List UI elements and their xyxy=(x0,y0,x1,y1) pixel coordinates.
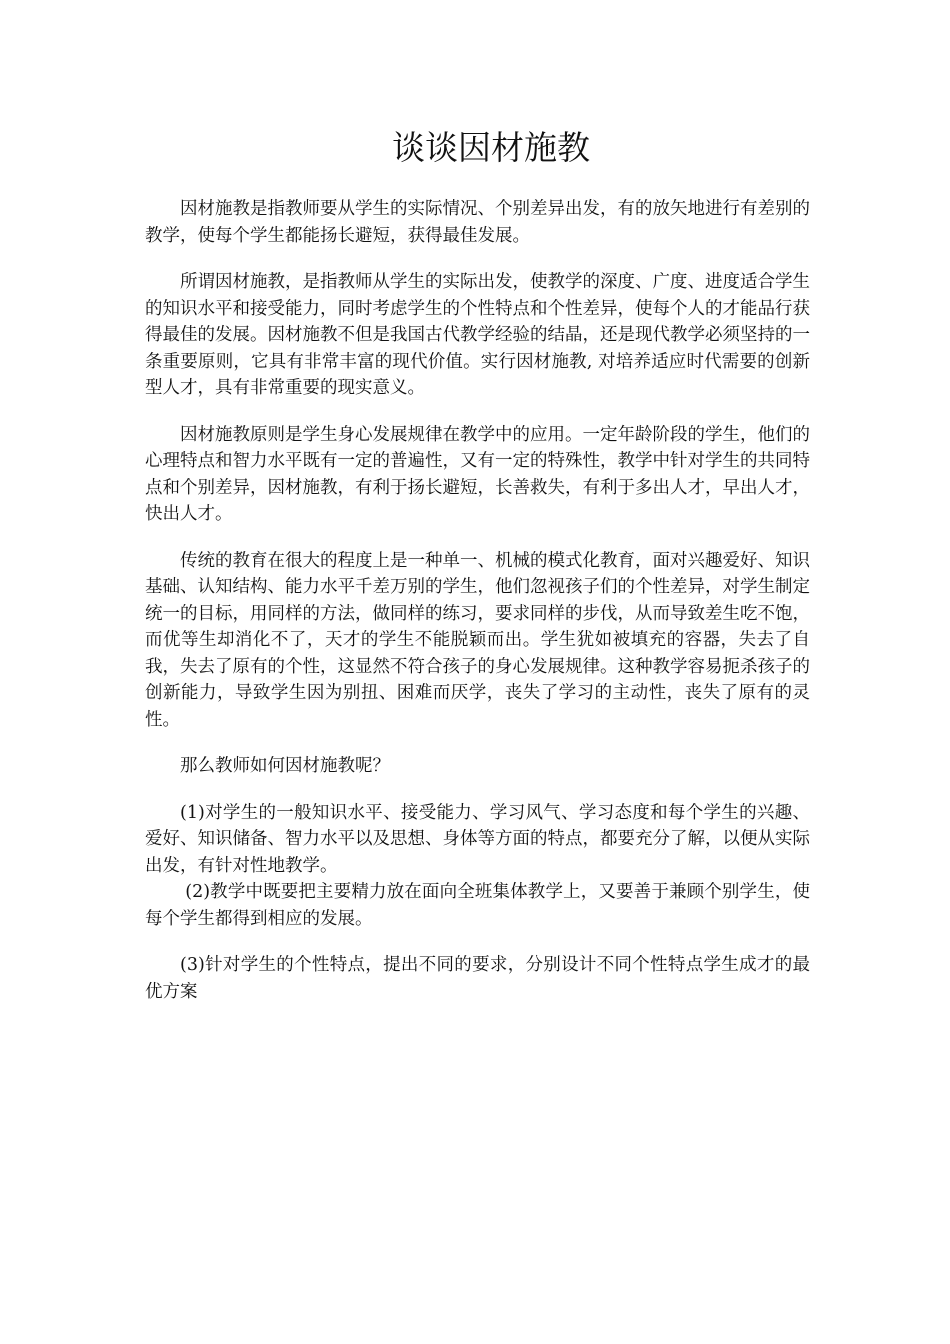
list-item-2: (2)教学中既要把主要精力放在面向全班集体教学上，又要善于兼顾个别学生，使每个学生都得到相应的发展。 xyxy=(145,882,810,929)
paragraph-traditional-education: 传统的教育在很大的程度上是一种单一、机械的模式化教育，面对兴趣爱好、知识基础、认知结构、能力水平千差万别的学生，他们忽视孩子们的个性差异，对学生制定统一的目标，用同样的方法，做同样的练习，要求同样的步伐，从而导致差生吃不饱，而优等生却消化不了，天才的学生不能脱颖而出。学生犹如被填充的容器，失去了自我，失去了原有的个性，这显然不符合孩子的身心发展规律。这种教学容易扼杀孩子的创新能力，导致学生因为别扭、困难而厌学，丧失了学习的主动性，丧失了原有的灵性。 xyxy=(145,550,810,730)
list-item-1: (1)对学生的一般知识水平、接受能力、学习风气、学习态度和每个学生的兴趣、爱好、知识储备、智力水平以及思想、身体等方面的特点，都要充分了解，以便从实际出发，有针对性地教学。 xyxy=(145,802,810,876)
paragraph-principle: 因材施教原则是学生身心发展规律在教学中的应用。一定年龄阶段的学生，他们的心理特点和智力水平既有一定的普遍性，又有一定的特殊性，教学中针对学生的共同特点和个别差异，因材施教，有利于扬长避短，长善救失，有利于多出人才，早出人才，快出人才。 xyxy=(145,424,810,524)
list-item-3: (3)针对学生的个性特点，提出不同的要求，分别设计不同个性特点学生成才的最优方案 xyxy=(145,955,810,1002)
document-title: 谈谈因材施教 xyxy=(392,128,590,167)
paragraph-question: 那么教师如何因材施教呢？ xyxy=(180,756,390,776)
paragraph-meaning: 所谓因材施教，是指教师从学生的实际出发，使教学的深度、广度、进度适合学生的知识水平和接受能力，同时考虑学生的个性特点和个性差异，使每个人的才能品行获得最佳的发展。因材施教不但是我国古代教学经验的结晶，还是现代教学必须坚持的一条重要原则，它具有非常丰富的现代价值。实行因材施教, 对培养适应时代需要的创新型人才，具有非常重要的现实意义。 xyxy=(145,272,810,398)
document-body xyxy=(145,196,810,1025)
paragraph-definition: 因材施教是指教师要从学生的实际情况、个别差异出发，有的放矢地进行有差别的教学，使每个学生都能扬长避短，获得最佳发展。 xyxy=(145,199,810,246)
